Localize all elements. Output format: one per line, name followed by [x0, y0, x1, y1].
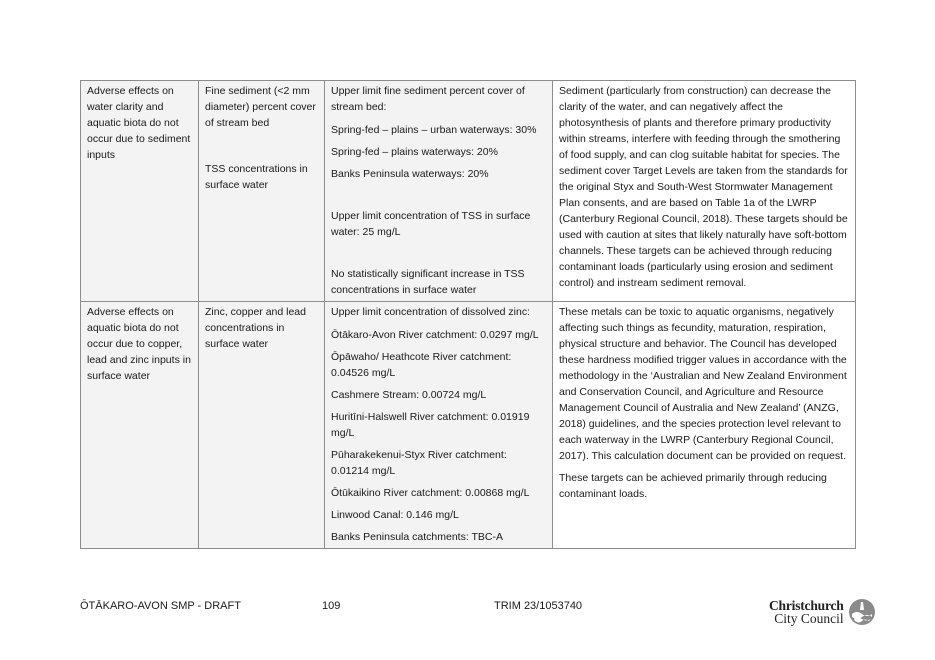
outcomes-table — [80, 80, 856, 549]
target-text: Huritīni-Halswell River catchment: 0.01919 mg/L — [331, 411, 530, 439]
indicator-text: TSS concentrations in surface water — [205, 163, 308, 191]
rationale-cell — [553, 302, 856, 549]
logo-text — [769, 599, 844, 625]
target-cell — [325, 81, 553, 302]
footer-doc-title: ŌTĀKARO-AVON SMP - DRAFT — [80, 600, 241, 612]
target-text: Upper limit fine sediment percent cover of stream bed: — [331, 85, 525, 113]
target-text: Upper limit concentration of TSS in surface water: 25 mg/L — [331, 210, 531, 238]
target-text: No statistically significant increase in TSS concentrations in surface water — [331, 268, 525, 296]
footer-trim-ref: TRIM 23/1053740 — [494, 600, 583, 612]
target-text: Ōtākaro-Avon River catchment: 0.0297 mg/L — [331, 329, 539, 341]
rationale-text: Sediment (particularly from construction) can decrease the clarity of the water, and can negatively affect the photosynthesis of plants and therefore primary productivity within streams, interfere with feeding through the smothering of food supply, and can clog suitable habitat for species. The sediment cover Target Levels are taken from the standards for the original Styx and South-West Stormwater Management Plan consents, and are based on Table 1a of the LWRP (Canterbury Regional Council, 2018). These targets should be used with caution at sites that likely naturally have soft-bottom channels. These targets can be achieved through reducing contaminant loads (particularly using erosion and sediment control) and instream sediment removal. — [559, 85, 848, 289]
target-text: Banks Peninsula waterways: 20% — [331, 168, 489, 180]
outcome-text: Adverse effects on water clarity and aquatic biota do not occur due to sediment inputs — [87, 85, 191, 161]
target-text: Upper limit concentration of dissolved zinc: — [331, 306, 531, 318]
target-text: Pūharakekenui-Styx River catchment: 0.01214 mg/L — [331, 449, 507, 477]
indicator-text: Zinc, copper and lead concentrations in surface water — [205, 306, 306, 350]
logo-line-1: Christchurch — [769, 598, 844, 613]
target-cell — [325, 302, 553, 549]
target-text: Ōpāwaho/ Heathcote River catchment: 0.04526 mg/L — [331, 351, 512, 379]
rationale-cell — [553, 81, 856, 302]
target-text: Cashmere Stream: 0.00724 mg/L — [331, 389, 487, 401]
rationale-text: These targets can be achieved primarily through reducing contaminant loads. — [559, 472, 827, 500]
indicator-cell — [199, 302, 325, 549]
table-row — [81, 302, 856, 549]
table-row — [81, 81, 856, 302]
christchurch-council-logo-icon — [848, 598, 876, 626]
target-text: Spring-fed – plains waterways: 20% — [331, 146, 498, 158]
outcome-text: Adverse effects on aquatic biota do not occur due to copper, lead and zinc inputs in surface water — [87, 306, 191, 382]
target-text: Ōtūkaikino River catchment: 0.00868 mg/L — [331, 487, 530, 499]
council-logo — [769, 598, 876, 626]
outcome-cell — [81, 302, 199, 549]
indicator-cell — [199, 81, 325, 302]
outcome-cell — [81, 81, 199, 302]
target-text: Banks Peninsula catchments: TBC-A — [331, 531, 503, 543]
footer-page-number: 109 — [322, 600, 341, 612]
target-text: Linwood Canal: 0.146 mg/L — [331, 509, 459, 521]
indicator-text: Fine sediment (<2 mm diameter) percent cover of stream bed — [205, 85, 316, 129]
rationale-text: These metals can be toxic to aquatic organisms, negatively affecting such things as fecundity, maturation, respiration, physical structure and behavior. The Council has developed these hardness modified trigger values in accordance with the methodology in the ‘Australian and New Zealand Environment and Conservation Council, and Agriculture and Resource Management Council of Australia and New Zealand’ (ANZG, 2018) guidelines, and the species protection level relevant to each waterway in the LWRP (Canterbury Regional Council, 2017). This calculation document can be provided on request. — [559, 306, 847, 462]
target-text: Spring-fed – plains – urban waterways: 30% — [331, 124, 537, 136]
logo-line-2: City Council — [774, 611, 844, 626]
